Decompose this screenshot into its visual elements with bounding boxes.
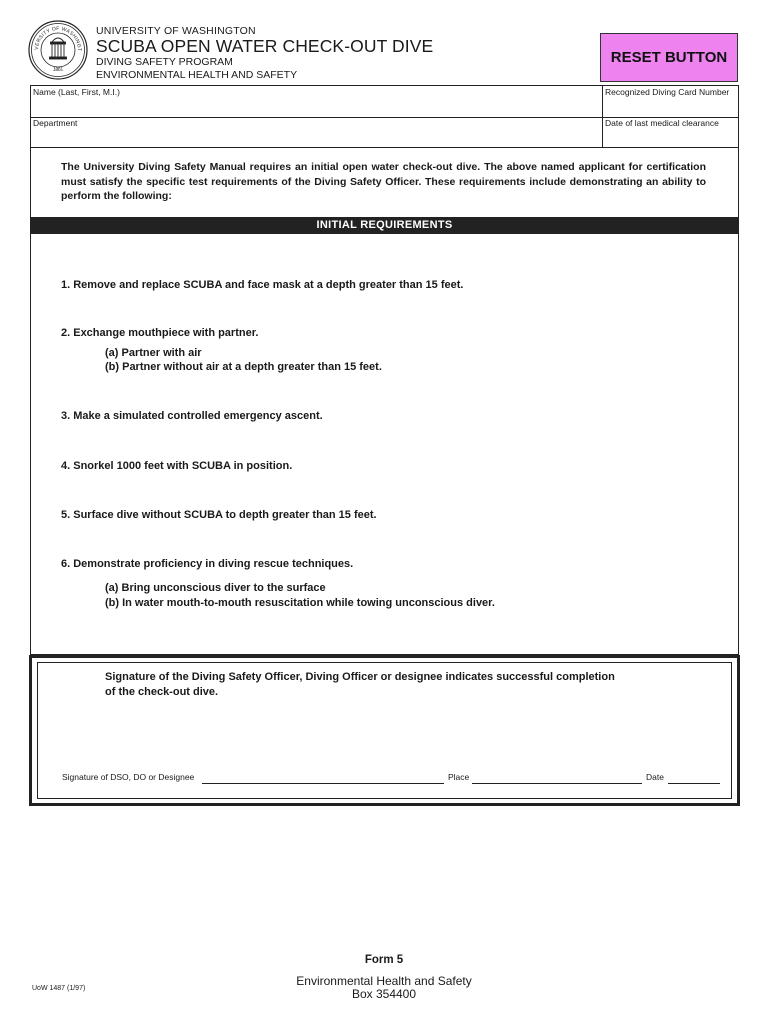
footer-box: Box 354400 [351,987,417,1001]
svg-text:1861 [52,66,64,73]
place-field[interactable] [474,771,640,783]
reset-button[interactable]: RESET BUTTON [600,33,738,82]
date-underline [668,783,720,784]
name-field[interactable] [35,99,595,115]
footer-office: Environmental Health and Safety [296,974,472,988]
department-field-label: Department [33,118,78,128]
requirement-item: 5. Surface dive without SCUBA to depth greater than 15 feet. [61,509,377,521]
page-title: SCUBA OPEN WATER CHECK-OUT DIVE [96,36,434,56]
university-name: UNIVERSITY OF WASHINGTON [96,25,256,37]
place-label: Place [448,772,470,782]
requirement-item: 2. Exchange mouthpiece with partner. [61,327,259,339]
signature-statement [105,670,685,700]
signature-underline [202,783,444,784]
form-number: Form 5 [364,954,404,966]
requirement-item: 6. Demonstrate proficiency in diving rescue techniques. [61,558,354,570]
form-code: UoW 1487 (1/97) [32,985,86,992]
signature-label: Signature of DSO, DO or Designee [62,772,195,782]
seal-bottom-text: 1861 [52,66,64,74]
requirement-subitem: (a) Partner with air [105,347,202,359]
requirement-subitem: (b) Partner without air at a depth greater than 15 feet. [105,361,382,373]
medical-clearance-label: Date of last medical clearance [605,118,719,128]
signature-section [29,655,740,806]
date-label: Date [646,772,664,782]
signature-inner-box [37,662,732,799]
requirement-item: 3. Make a simulated controlled emergency ascent. [61,410,323,422]
requirement-item: 1. Remove and replace SCUBA and face mask at a depth greater than 15 feet. [61,279,464,291]
signature-field[interactable] [204,771,442,783]
place-underline [472,783,642,784]
seal-top-text: VERSITY OF WASHINGT [33,25,83,52]
signature-statement-line: Signature of the Diving Safety Officer, Diving Officer or designee indicates successful completion [105,671,615,683]
department-field[interactable] [35,130,595,146]
section-header-initial-requirements: INITIAL REQUIREMENTS [31,217,738,234]
signature-statement-line: of the check-out dive. [105,686,219,698]
column-divider [602,86,603,147]
requirement-item: 4. Snorkel 1000 feet with SCUBA in position. [61,460,293,472]
card-number-field[interactable] [606,99,734,115]
requirement-subitem: (a) Bring unconscious diver to the surface [105,582,326,594]
form-body [30,85,739,655]
card-number-label: Recognized Diving Card Number [605,87,730,97]
medical-clearance-field[interactable] [606,130,734,146]
university-seal-icon [28,20,88,80]
intro-paragraph: The University Diving Safety Manual requires an initial open water check-out dive. The above named applicant for certification must satisfy the specific test requirements of the Diving Safety Officer. These requirements include demonstrating an ability to perform the following: [61,161,706,202]
program-name: DIVING SAFETY PROGRAM [96,56,233,68]
date-field[interactable] [670,771,718,783]
row-divider [31,147,738,148]
requirement-subitem: (b) In water mouth-to-mouth resuscitation while towing unconscious diver. [105,597,495,609]
department-name: ENVIRONMENTAL HEALTH AND SAFETY [96,69,298,81]
name-field-label: Name (Last, First, M.I.) [33,87,120,97]
